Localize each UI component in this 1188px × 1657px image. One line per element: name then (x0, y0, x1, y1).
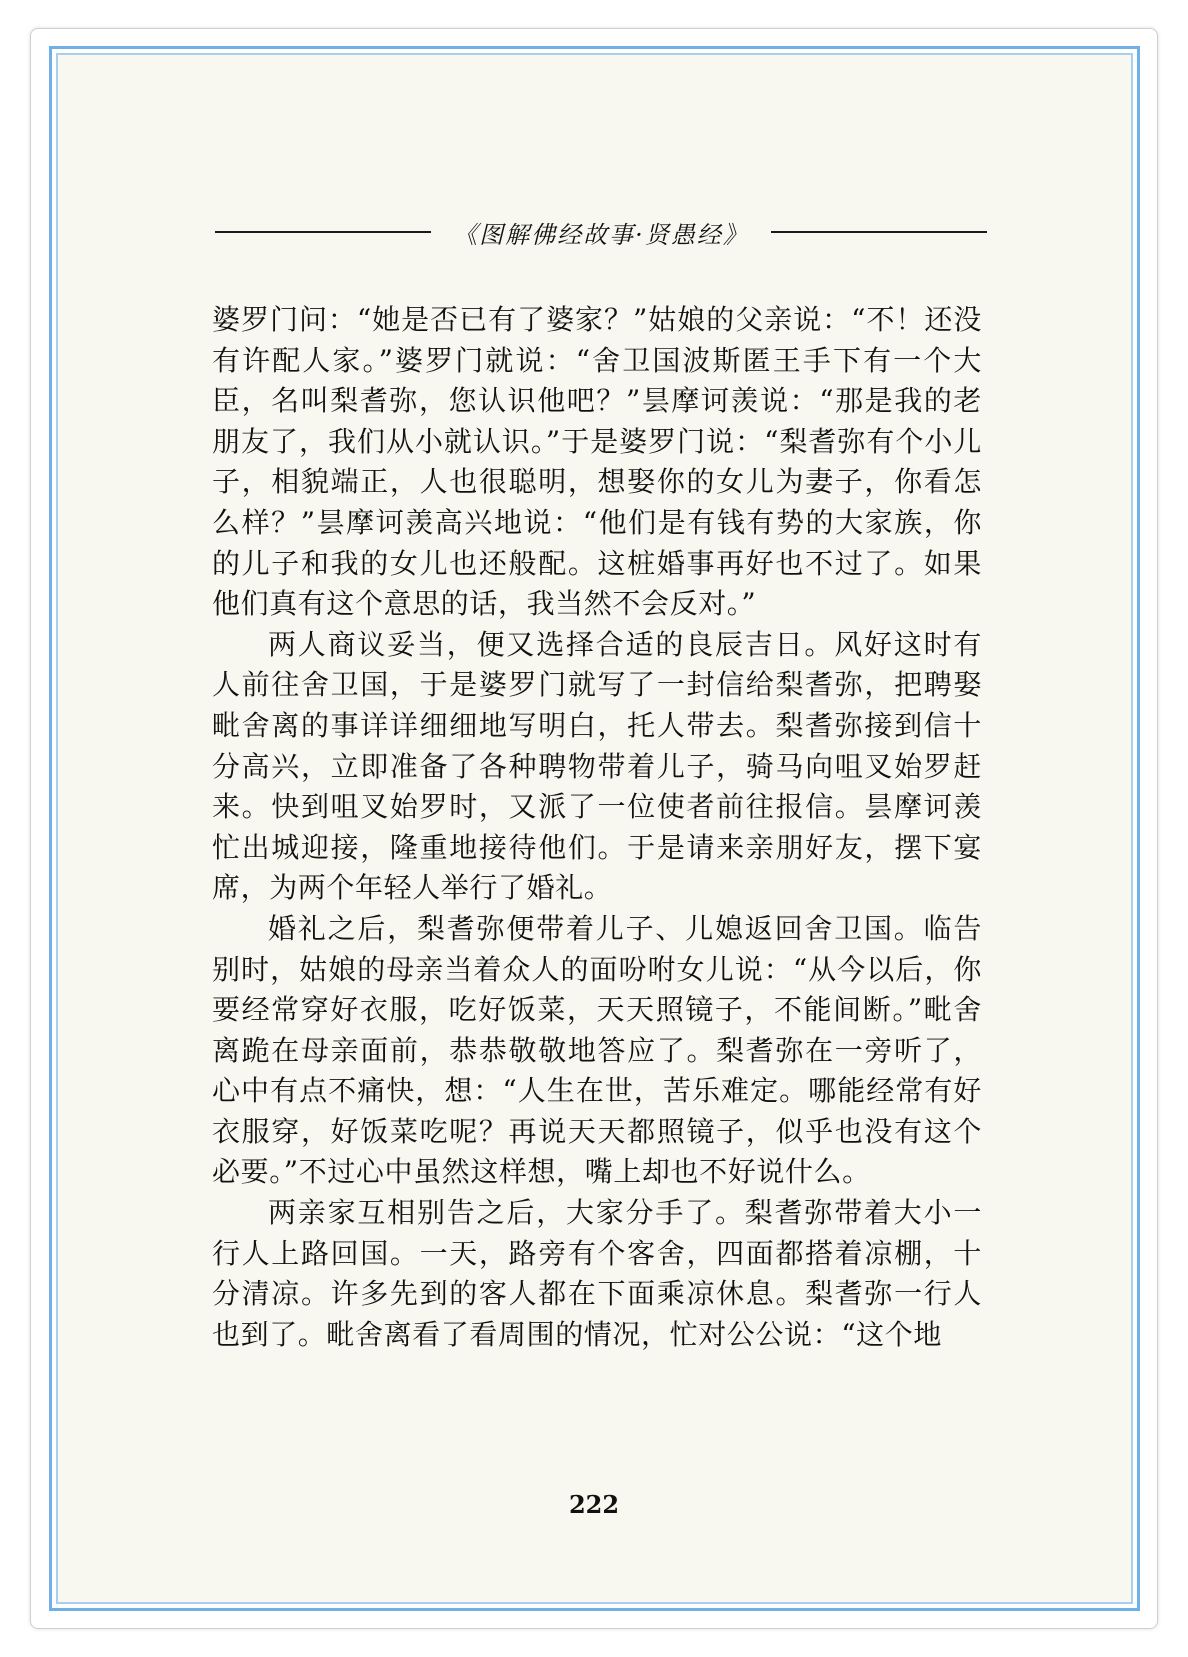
header-rule-right (771, 231, 987, 233)
paragraph-1: 婆罗门问：“她是否已有了婆家？”姑娘的父亲说：“不！还没有许配人家。”婆罗门就说：“舍卫国波斯匿王手下有一个大臣，名叫梨耆弥，您认识他吧？”昙摩诃羡说：“那是我的老朋友了，我们从小就认识。”于是婆罗门说：“梨耆弥有个小儿子，相貌端正，人也很聪明，想娶你的女儿为妻子，你看怎么样？”昙摩诃羡高兴地说：“他们是有钱有势的大家族，你的儿子和我的女儿也还般配。这桩婚事再好也不过了。如果他们真有这个意思的话，我当然不会反对。” (212, 303, 982, 621)
header-rule-left (215, 231, 431, 233)
book-title: 《图解佛经故事·贤愚经》 (453, 220, 749, 249)
paragraph-4: 两亲家互相别告之后，大家分手了。梨耆弥带着大小一行人上路回国。一天，路旁有个客舍，四面都搭着凉棚，十分清凉。许多先到的客人都在下面乘凉休息。梨耆弥一行人也到了。毗舍离看了看周围的情况，忙对公公说：“这个地 (212, 1196, 982, 1351)
running-header (215, 212, 987, 252)
paragraph-2: 两人商议妥当，便又选择合适的良辰吉日。风好这时有人前往舍卫国，于是婆罗门就写了一封信给梨耆弥，把聘娶毗舍离的事详详细细地写明白，托人带去。梨耆弥接到信十分高兴，立即准备了各种聘物带着儿子，骑马向咀叉始罗赶来。快到咀叉始罗时，又派了一位使者前往报信。昙摩诃羡忙出城迎接，隆重地接待他们。于是请来亲朋好友，摆下宴席，为两个年轻人举行了婚礼。 (212, 627, 982, 905)
page-number: 222 (568, 1490, 620, 1519)
paragraph-3: 婚礼之后，梨耆弥便带着儿子、儿媳返回舍卫国。临告别时，姑娘的母亲当着众人的面吩咐女儿说：“从今以后，你要经常穿好衣服，吃好饭菜，天天照镜子，不能间断。”毗舍离跪在母亲面前，恭恭敬敬地答应了。梨耆弥在一旁听了，心中有点不痛快，想：“人生在世，苦乐难定。哪能经常有好衣服穿，好饭菜吃呢？再说天天都照镜子，似乎也没有这个必要。”不过心中虽然这样想，嘴上却也不好说什么。 (212, 911, 982, 1189)
body-text (212, 300, 982, 1355)
